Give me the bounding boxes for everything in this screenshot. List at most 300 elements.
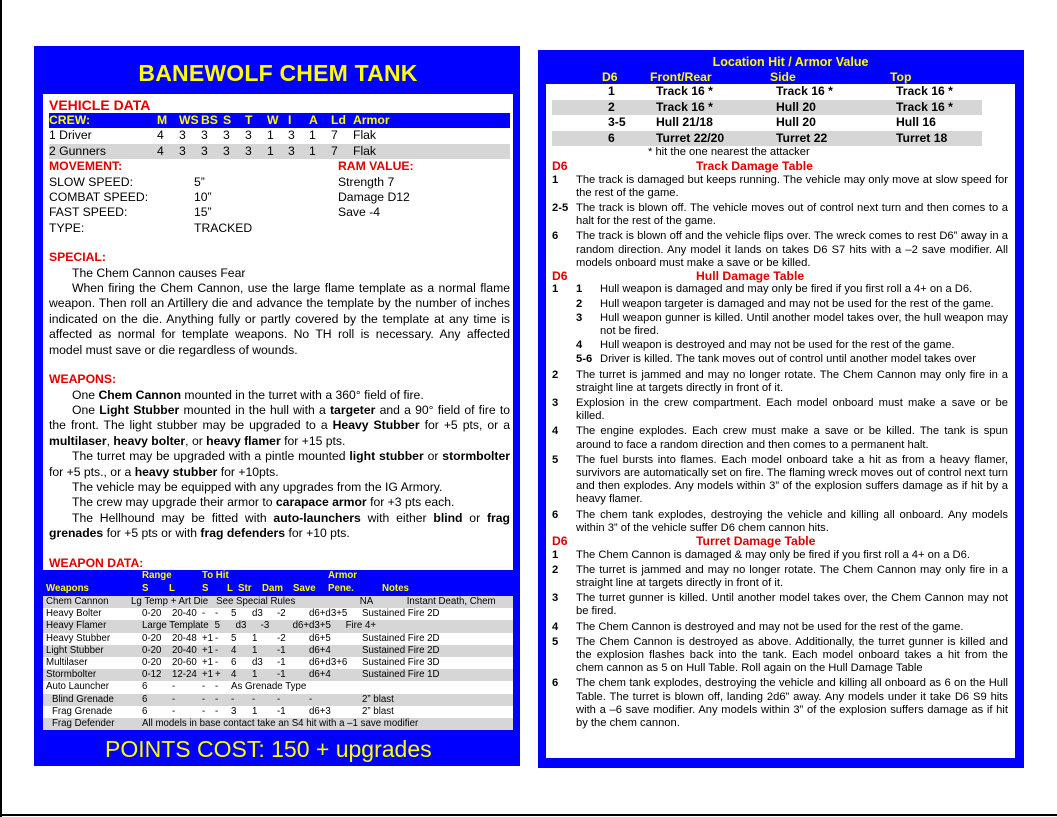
weapon-name: Chem Cannon	[98, 387, 182, 402]
roll-key: 2	[552, 563, 559, 576]
d6-label: D6	[552, 534, 568, 549]
roll-key: 2-5	[552, 201, 569, 214]
vehicle-data-heading: VEHICLE DATA	[49, 97, 151, 113]
special-heading: SPECIAL:	[49, 250, 106, 265]
movement-value: 5”	[194, 174, 205, 189]
weapon-cell: 0-20	[142, 656, 162, 668]
weapon-cell: +1	[202, 669, 214, 681]
d6-header: D6	[602, 70, 618, 84]
weapon-cell: +1	[202, 644, 214, 656]
sub-result-text: Hull weapon is destroyed and may not be used for the rest of the game.	[600, 339, 955, 352]
weapon-name: targeter	[330, 402, 376, 417]
str-header: Str	[238, 583, 252, 594]
weapon-cell: Frag Grenade	[52, 705, 113, 717]
movement-value: 10”	[194, 190, 212, 205]
crew-header-row	[49, 113, 510, 128]
weapon-cell: 1	[252, 669, 258, 681]
crew-cell: 3	[223, 128, 230, 143]
weapon-data-table	[43, 568, 513, 730]
movement-row	[49, 205, 510, 220]
sub-roll-key: 5-6	[576, 353, 593, 366]
weapon-cell: -1	[277, 705, 286, 717]
result-row	[552, 369, 1008, 395]
special-text: When firing the Chem Cannon, use the large flame template as a normal flame weapon. Then roll an Artillery die and advance the template by the number of inches indicated on the die. Anything fully or partly covered by the template at any time is affected as normal for template weapons. No TH roll is necessary. Any affected model must save or die regardless of wounds.	[49, 281, 510, 357]
hull-subrow	[552, 339, 1008, 352]
movement-row	[49, 221, 510, 236]
result-row	[552, 230, 1008, 270]
result-text: The Chem Cannon is destroyed as above. Additionally, the turret gunner is killed and the explosion flashes back into the tank. Each model onboard takes a hit from the chem cannon as 5 on Hull Table. Roll again on the Hull Damage Table	[576, 635, 1008, 675]
result-row	[552, 592, 1008, 618]
result-row	[552, 677, 1008, 730]
ram-value-heading: RAM VALUE:	[338, 159, 414, 174]
result-row	[552, 636, 1008, 676]
crew-cell: Flak	[353, 128, 377, 143]
text-run: mounted in the turret with a 360° field of fire.	[181, 387, 424, 402]
location-cell: 6	[608, 130, 615, 145]
weapon-cell: Sustained Fire 2D	[362, 608, 440, 620]
turret-table-title: Turret Damage Table	[696, 534, 816, 549]
weapon-cell: 20-40	[172, 644, 197, 656]
location-header-row	[546, 70, 1015, 84]
upgrade-name: blind	[433, 510, 463, 525]
weapon-cell: Heavy Flamer	[46, 620, 107, 632]
dam-header: Dam	[262, 583, 283, 594]
crew-col: I	[288, 113, 292, 127]
weapon-name: Heavy Stubber	[332, 418, 420, 433]
location-note: * hit the one nearest the attacker	[648, 146, 810, 158]
weapon-name: stormbolter	[442, 449, 511, 464]
top-header: Top	[890, 70, 912, 84]
sub-result-text: Driver is killed. The tank moves out of control until another model takes over	[600, 353, 976, 366]
location-cell: Track 16 *	[656, 84, 713, 98]
weapon-cell: 4	[231, 644, 237, 656]
track-rows	[552, 174, 1008, 270]
roll-key: 1	[552, 173, 559, 186]
weapon-cell: Heavy Stubber	[46, 632, 111, 644]
weapon-cell: Auto Launcher	[46, 681, 110, 693]
crew-cell: 1	[309, 128, 316, 143]
crew-col: Armor	[353, 113, 390, 127]
weapon-name: heavy bolter	[113, 433, 186, 448]
pene-header: Pene.	[328, 583, 354, 594]
location-cell: 3-5	[608, 115, 626, 129]
weapons-heading: WEAPONS:	[49, 372, 117, 387]
weapon-cell: 3	[231, 705, 237, 717]
range-long-header: L	[169, 583, 175, 594]
location-cell: Track 16 *	[896, 84, 953, 98]
crew-col: T	[245, 113, 253, 127]
weapon-cell: -	[172, 681, 176, 693]
location-cell: 1	[608, 84, 615, 98]
weapon-cell	[295, 596, 317, 608]
track-table-title: Track Damage Table	[696, 159, 813, 173]
text-run: One	[72, 402, 100, 417]
location-row	[552, 100, 982, 116]
weapon-cell: As Grenade Type	[231, 681, 307, 693]
weapon-cell: 6	[231, 656, 237, 668]
weapon-cell: -2	[277, 632, 286, 644]
weapons-header: Weapons	[46, 583, 89, 594]
front-rear-header: Front/Rear	[650, 70, 712, 84]
ram-value: Damage D12	[338, 190, 410, 205]
crew-cell: 3	[288, 128, 295, 143]
armor-header: Armor	[328, 570, 358, 581]
weapon-cell: -	[231, 693, 235, 705]
weapons-text: The vehicle may be equipped with any upgrades from the IG Armory.	[72, 479, 443, 494]
movement-row	[49, 190, 510, 205]
text-run: for +10 pts.	[285, 526, 350, 541]
weapon-cell: d6+4	[309, 644, 331, 656]
text-run: The crew may upgrade their armor to	[72, 495, 276, 510]
result-text: Explosion in the crew compartment. Each model onboard must make a save or be killed.	[576, 397, 1008, 423]
weapon-cell: -	[309, 693, 313, 705]
roll-key: 5	[552, 453, 559, 466]
to-hit-header: To Hit	[202, 570, 229, 581]
weapon-cell: -	[215, 644, 219, 656]
result-text: The engine explodes. Each crew must make a save or be killed. The tank is spun around to face a random direction and then comes to a permanent halt.	[576, 425, 1008, 451]
weapon-rows	[43, 596, 513, 730]
weapon-cell: 1	[252, 705, 258, 717]
page-border-left	[0, 0, 2, 817]
location-cell: Hull 21/18	[656, 115, 713, 129]
roll-key: 6	[552, 508, 559, 521]
movement-row	[49, 175, 510, 190]
crew-cell: 7	[331, 143, 338, 158]
weapon-cell: +	[215, 669, 221, 681]
hull-table-heading	[552, 270, 1008, 284]
crew-cell: 3	[201, 128, 208, 143]
weapon-cell: 20-60	[172, 656, 197, 668]
weapon-cell: Heavy Bolter	[46, 608, 102, 620]
weapon-cell: -3	[260, 620, 270, 632]
location-cell: Hull 16	[896, 115, 936, 129]
weapon-cell: Sustained Fire 3D	[362, 656, 440, 668]
roll-key: 5	[552, 635, 559, 648]
text-run: or	[423, 449, 443, 464]
weapon-cell: d6+d3+5	[309, 608, 348, 620]
crew-cell: 3	[223, 143, 230, 158]
weapon-cell: Fire 4+	[345, 620, 377, 632]
movement-label: SLOW SPEED:	[49, 174, 133, 189]
hull-subrow	[552, 312, 1008, 338]
movement-heading: MOVEMENT:	[49, 159, 123, 174]
weapons-text	[49, 449, 510, 480]
weapon-row	[43, 669, 513, 681]
weapon-row	[43, 681, 513, 693]
weapon-cell: -	[202, 608, 206, 620]
weapon-table-header	[43, 570, 513, 596]
location-rows	[552, 84, 1008, 146]
weapon-cell: d3	[252, 608, 263, 620]
result-row	[552, 397, 1008, 423]
crew-cell: 3	[245, 128, 252, 143]
weapon-cell: -	[202, 681, 206, 693]
points-cost: POINTS COST: 150 + upgrades	[105, 735, 432, 762]
result-row	[552, 174, 1008, 200]
weapon-cell: -	[277, 693, 281, 705]
sub-roll-key: 2	[576, 297, 583, 310]
crew-cell: Flak	[353, 143, 377, 158]
upgrade-name: frag defenders	[200, 526, 286, 541]
weapon-cell: +1	[202, 632, 214, 644]
result-text: The track is blown off and the vehicle flips over. The wreck comes to rest D6” away in a random direction. Any model it lands on takes D6 S7 hits with a –2 save modifier. All models onboard must make a save or be killed.	[576, 230, 1008, 269]
weapon-name: multilaser	[49, 433, 107, 448]
movement-heading-row	[49, 159, 510, 174]
datasheet-card	[34, 46, 520, 766]
weapon-cell: -	[215, 705, 219, 717]
weapon-name: heavy stubber	[134, 464, 218, 479]
crew-col: BS	[201, 113, 218, 127]
result-text: The turret gunner is killed. Until another model takes over, the Chem Cannon may not be fired.	[576, 592, 1008, 618]
sub-result-text: Hull weapon gunner is killed. Until another model takes over, the hull weapon may not be fired.	[600, 311, 1008, 338]
location-row	[552, 115, 982, 131]
roll-key: 4	[552, 620, 559, 633]
hull-subrow	[552, 353, 1008, 366]
roll-key: 3	[552, 592, 559, 605]
weapon-name: light stubber	[349, 449, 424, 464]
weapon-cell: Stormbolter	[46, 669, 97, 681]
weapon-cell: d3	[235, 620, 247, 632]
text-run: for +5 pts., or a	[49, 464, 135, 479]
crew-cell: 4	[157, 128, 164, 143]
weapon-cell: NA	[359, 596, 374, 607]
text-run: The turret may be upgraded with a pintle mounted	[72, 449, 350, 464]
crew-cell: 3	[179, 143, 186, 158]
hull-subrows	[552, 283, 1008, 366]
location-cell: Turret 18	[896, 130, 948, 145]
weapon-row	[43, 620, 513, 632]
crew-row	[49, 144, 510, 159]
vehicle-data-panel	[43, 94, 513, 568]
movement-label: FAST SPEED:	[49, 205, 128, 220]
weapon-cell: Light Stubber	[46, 644, 104, 656]
crew-cell: 1	[309, 143, 316, 158]
weapon-cell: d6+d3+5	[292, 620, 331, 632]
location-row	[552, 131, 982, 147]
weapon-row	[43, 596, 513, 608]
save-header: Save	[293, 583, 316, 594]
weapons-text	[49, 403, 510, 449]
result-text: The track is damaged but keeps running. The vehicle may only move at slow speed for the rest of the game.	[576, 173, 1008, 199]
crew-cell: 1	[267, 128, 274, 143]
sub-roll-key: 1	[576, 283, 583, 296]
side-header: Side	[770, 70, 796, 84]
crew-col: CREW:	[49, 113, 91, 127]
weapon-cell: -1	[277, 656, 286, 668]
track-table-heading	[552, 160, 1008, 174]
weapon-cell: d6+3	[309, 705, 331, 717]
weapon-cell: 1	[252, 644, 258, 656]
crew-col: A	[309, 113, 318, 127]
crew-row	[49, 128, 510, 143]
weapon-data-heading: WEAPON DATA:	[49, 555, 144, 568]
result-row	[552, 549, 1008, 562]
weapon-row	[43, 718, 513, 730]
hull-rows	[552, 369, 1008, 535]
sub-result-text: Hull weapon is damaged and may only be fired if you first roll a 4+ on a D6.	[600, 283, 973, 296]
card-title: BANEWOLF CHEM TANK	[138, 59, 418, 86]
weapon-row	[43, 657, 513, 669]
weapon-cell: +1	[202, 656, 214, 668]
weapon-cell: 0-12	[142, 669, 162, 681]
weapon-cell: -	[172, 705, 176, 717]
crew-cell: 3	[201, 143, 208, 158]
special-text: The Chem Cannon causes Fear	[72, 265, 246, 280]
roll-key: 1	[552, 283, 559, 296]
weapon-name: Light Stubber	[99, 402, 180, 417]
weapon-cell: Chem Cannon	[46, 596, 109, 607]
range-short-header: S	[142, 583, 149, 594]
d6-label: D6	[552, 159, 568, 173]
result-text: The Chem Cannon is damaged & may only be fired if you first roll a 4+ on a D6.	[576, 548, 970, 561]
roll-key: 6	[552, 677, 559, 690]
weapon-cell: Instant Death, Chem	[406, 596, 496, 607]
text-run: , or	[185, 433, 207, 448]
hit-short-header: S	[202, 583, 209, 594]
location-row	[552, 84, 982, 100]
result-text: The turret is jammed and may no longer rotate. The Chem Cannon may only fire in a straight line at targets directly in front of it.	[576, 368, 1008, 394]
result-row	[552, 509, 1008, 535]
result-row	[552, 621, 1008, 634]
roll-key: 3	[552, 397, 559, 410]
weapon-cell: 12-24	[172, 669, 197, 681]
range-header: Range	[142, 570, 172, 581]
location-cell: Hull 20	[776, 99, 816, 114]
result-text: The Chem Cannon is destroyed and may not be used for the rest of the game.	[576, 620, 964, 633]
weapon-cell: 0-20	[142, 632, 162, 644]
text-run: mounted in the hull with a	[179, 402, 330, 417]
crew-col: Ld	[331, 113, 346, 127]
turret-rows	[552, 549, 1008, 731]
weapon-cell: -	[202, 705, 206, 717]
location-cell: Turret 22	[776, 130, 828, 145]
weapon-name: heavy flamer	[206, 433, 281, 448]
text-run: and a 90° field of fire to the front. The light stubber may be upgraded to a	[49, 402, 510, 433]
weapon-cell: -	[202, 693, 206, 705]
weapon-cell: d6+4	[309, 669, 331, 681]
crew-cell: 3	[288, 143, 295, 158]
weapon-cell	[317, 596, 345, 608]
location-cell: 2	[608, 99, 615, 114]
crew-cell: 1	[267, 143, 274, 158]
movement-value: 15”	[194, 205, 212, 220]
weapon-cell: -1	[277, 669, 286, 681]
weapon-cell: 5	[214, 620, 220, 632]
weapon-cell: -1	[277, 644, 286, 656]
text-run: for +3 pts each.	[366, 495, 455, 510]
location-cell: Track 16 *	[656, 99, 713, 114]
weapon-cell: 5	[231, 632, 237, 644]
text-run: for +5 pts, or a	[419, 418, 510, 433]
movement-label: COMBAT SPEED:	[49, 190, 149, 205]
movement-value: TRACKED	[194, 220, 253, 235]
location-cell: Track 16 *	[776, 84, 833, 98]
crew-col: S	[223, 113, 232, 127]
weapon-cell: Frag Defender	[52, 717, 115, 729]
weapons-text	[49, 388, 510, 403]
result-text: The track is blown off. The vehicle moves out of control next turn and then comes to a halt for the rest of the game.	[576, 201, 1008, 228]
location-title: Location Hit / Armor Value	[712, 55, 869, 69]
weapon-cell: 20-40	[172, 608, 197, 620]
weapon-cell: 5	[231, 608, 237, 620]
turret-table-heading	[552, 535, 1008, 549]
text-run: ,	[106, 433, 114, 448]
weapons-text	[49, 495, 510, 510]
weapon-cell: d3	[252, 656, 263, 668]
roll-key: 4	[552, 425, 559, 438]
weapon-cell: Multilaser	[46, 656, 88, 668]
weapon-row	[43, 645, 513, 657]
weapon-cell: d6+d3+6	[309, 656, 348, 668]
weapon-cell: Large Template	[142, 620, 209, 632]
text-run: for +10pts.	[217, 464, 279, 479]
weapon-row	[43, 608, 513, 620]
crew-col: WS	[179, 113, 199, 127]
text-run: for +15 pts.	[280, 433, 346, 448]
ram-value: Strength 7	[338, 174, 395, 189]
result-row	[552, 454, 1008, 507]
text-run: The Hellhound may be fitted with	[72, 510, 274, 525]
weapon-cell: -	[215, 632, 219, 644]
crew-cell: 3	[245, 143, 252, 158]
roll-key: 6	[552, 230, 559, 243]
sub-roll-key: 4	[576, 339, 583, 352]
result-text: The chem tank explodes, destroying the vehicle and killing all onboard. Any models within 3” of the vehicle suffer D6 chem cannon hits.	[576, 508, 1008, 534]
hit-long-header: L	[227, 583, 233, 594]
page-border-bottom	[0, 814, 1057, 816]
roll-key: 1	[552, 548, 559, 561]
result-row	[552, 564, 1008, 590]
weapon-cell: Blind Grenade	[52, 693, 114, 705]
hull-subrow	[552, 283, 1008, 296]
weapon-row	[43, 633, 513, 645]
weapon-cell: 2” blast	[362, 705, 394, 717]
result-text: The fuel bursts into flames. Each model onboard take a hit as from a heavy flamer, survivors are automatically set on fire. The flaming wreck moves out of control next turn and then explodes. Any models within 3” of the explosion suffers damage as if hit by a heavy flamer.	[576, 453, 1008, 506]
hull-subrow	[552, 298, 1008, 311]
weapon-row	[43, 694, 513, 706]
crew-cell: 7	[331, 128, 338, 143]
text-run: with either	[360, 510, 434, 525]
damage-tables-body	[546, 84, 1015, 758]
result-text: The chem tank explodes, destroying the vehicle and killing all onboard as 6 on the Hull Table. The turret is blown off, landing 2d6” away. Any models under it take D6 S9 hits with a –6 save modifier. Any models within 3” of the explosion suffers damage as if hit by the chem cannon.	[576, 677, 1008, 730]
upgrade-name: carapace armor	[275, 495, 367, 510]
weapon-cell: d6+5	[309, 632, 331, 644]
text-run: One	[72, 387, 99, 402]
text-run: for +5 pts or with	[103, 526, 201, 541]
crew-cell: 4	[157, 143, 164, 158]
weapon-cell: -	[215, 656, 219, 668]
notes-header: Notes	[382, 583, 409, 594]
upgrade-name: auto-launchers	[273, 510, 361, 525]
ram-value: Save -4	[338, 205, 381, 220]
weapon-cell: 4	[231, 669, 237, 681]
weapon-cell: 1	[252, 632, 258, 644]
crew-col: W	[267, 113, 279, 127]
weapon-cell: -	[215, 693, 219, 705]
weapon-cell: -	[215, 681, 219, 693]
weapon-cell: 2” blast	[362, 693, 394, 705]
result-text: The turret is jammed and may no longer rotate. The Chem Cannon may only fire in a straight line at targets directly in front of it.	[576, 563, 1008, 589]
text-run: or	[462, 510, 487, 525]
weapon-cell: Sustained Fire 2D	[362, 632, 440, 644]
weapon-cell: 20-48	[172, 632, 197, 644]
upgrade-name: frag grenades	[49, 510, 510, 541]
weapon-row	[43, 706, 513, 718]
weapon-cell: 0-20	[142, 608, 162, 620]
weapon-cell: 6	[142, 705, 148, 717]
weapon-cell: 6	[142, 693, 148, 705]
crew-cell: 3	[179, 128, 186, 143]
